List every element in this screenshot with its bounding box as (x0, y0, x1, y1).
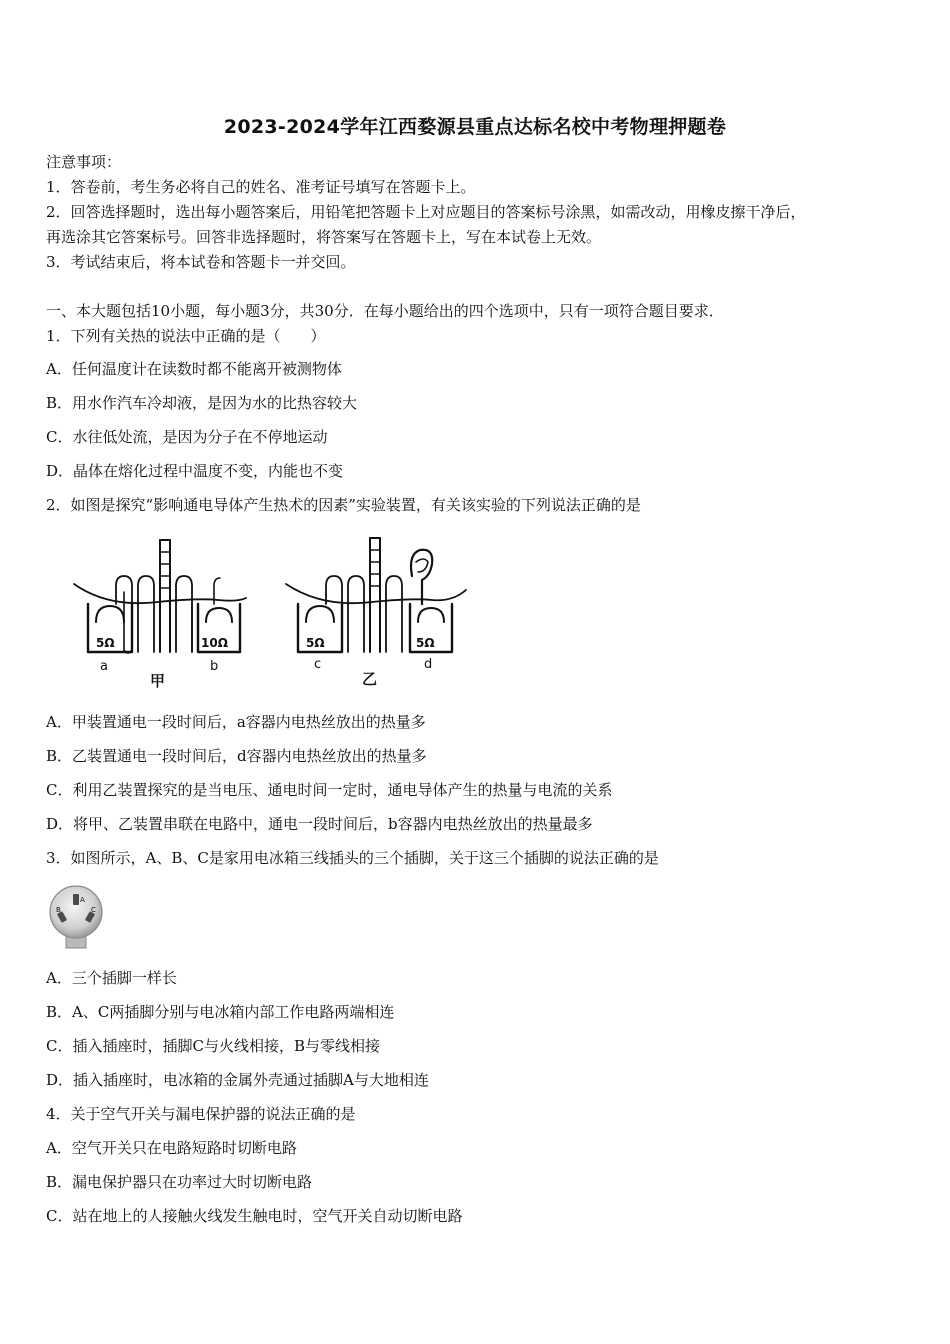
apparatus-jia (74, 540, 246, 690)
resistor-label-5ohm-c: 5Ω (306, 636, 325, 650)
q2-stem: 2．如图是探究“影响通电导体产生热术的因素”实验装置，有关该实验的下列说法正确的是 (46, 496, 641, 514)
apparatus-label-jia: 甲 (150, 672, 166, 690)
notice-item-1: 1．答卷前，考生务必将自己的姓名、准考证号填写在答题卡上。 (46, 178, 476, 196)
q2-option-b: B．乙装置通电一段时间后，d容器内电热丝放出的热量多 (46, 747, 427, 765)
q1-option-c: C．水往低处流，是因为分子在不停地运动 (46, 428, 328, 446)
page-title: 2023-2024学年江西婺源县重点达标名校中考物理押题卷 (223, 116, 727, 138)
q4-option-a: A．空气开关只在电路短路时切断电路 (46, 1139, 297, 1157)
q1-option-d: D．晶体在熔化过程中温度不变，内能也不变 (46, 462, 344, 480)
q3-option-a: A．三个插脚一样长 (46, 969, 177, 987)
q4-stem: 4．关于空气开关与漏电保护器的说法正确的是 (46, 1105, 356, 1123)
apparatus-label-yi: 乙 (362, 670, 378, 688)
q3-option-b: B．A、C两插脚分别与电冰箱内部工作电路两端相连 (46, 1003, 395, 1021)
q1-option-a: A．任何温度计在读数时都不能离开被测物体 (46, 360, 342, 378)
q3-option-d: D．插入插座时，电冰箱的金属外壳通过插脚A与大地相连 (46, 1071, 429, 1089)
notice-item-2-cont: 再选涂其它答案标号。回答非选择题时，将答案写在答题卡上，写在本试卷上无效。 (46, 228, 602, 246)
resistor-label-5ohm-d: 5Ω (416, 636, 435, 650)
resistor-label-5ohm: 5Ω (96, 636, 115, 650)
q4-option-c: C．站在地上的人接触火线发生触电时，空气开关自动切断电路 (46, 1207, 463, 1225)
container-label-d: d (424, 657, 433, 672)
notice-item-3: 3．考试结束后，将本试卷和答题卡一并交回。 (46, 253, 356, 271)
section-heading: 一、本大题包括10小题，每小题3分，共30分．在每小题给出的四个选项中，只有一项符合题目要求． (46, 302, 724, 320)
container-label-a: a (100, 659, 108, 674)
q1-stem: 1．下列有关热的说法中正确的是（ ） (46, 327, 326, 345)
notice-item-2: 2．回答选择题时，选出每小题答案后，用铅笔把答题卡上对应题目的答案标号涂黑，如需改动，用橡皮擦干净后， (46, 203, 806, 221)
container-label-b: b (210, 659, 219, 674)
q1-option-b: B．用水作汽车冷却液，是因为水的比热容较大 (46, 394, 358, 412)
apparatus-yi (286, 538, 466, 688)
pin-label-b: B (56, 906, 61, 914)
resistor-label-10ohm: 10Ω (201, 636, 228, 650)
q3-plug-figure (44, 882, 108, 952)
q2-option-d: D．将甲、乙装置串联在电路中，通电一段时间后，b容器内电热丝放出的热量最多 (46, 815, 593, 833)
notice-heading: 注意事项： (46, 153, 122, 171)
q2-apparatus-figure (68, 532, 478, 692)
pin-label-c: C (91, 906, 96, 914)
q3-option-c: C．插入插座时，插脚C与火线相接，B与零线相接 (46, 1037, 380, 1055)
q4-option-b: B．漏电保护器只在功率过大时切断电路 (46, 1173, 313, 1191)
pin-label-a: A (80, 896, 85, 904)
q2-option-c: C．利用乙装置探究的是当电压、通电时间一定时，通电导体产生的热量与电流的关系 (46, 781, 613, 799)
q2-option-a: A．甲装置通电一段时间后，a容器内电热丝放出的热量多 (46, 713, 426, 731)
q3-stem: 3．如图所示，A、B、C是家用电冰箱三线插头的三个插脚，关于这三个插脚的说法正确的是 (46, 849, 659, 867)
container-label-c: c (314, 657, 322, 672)
